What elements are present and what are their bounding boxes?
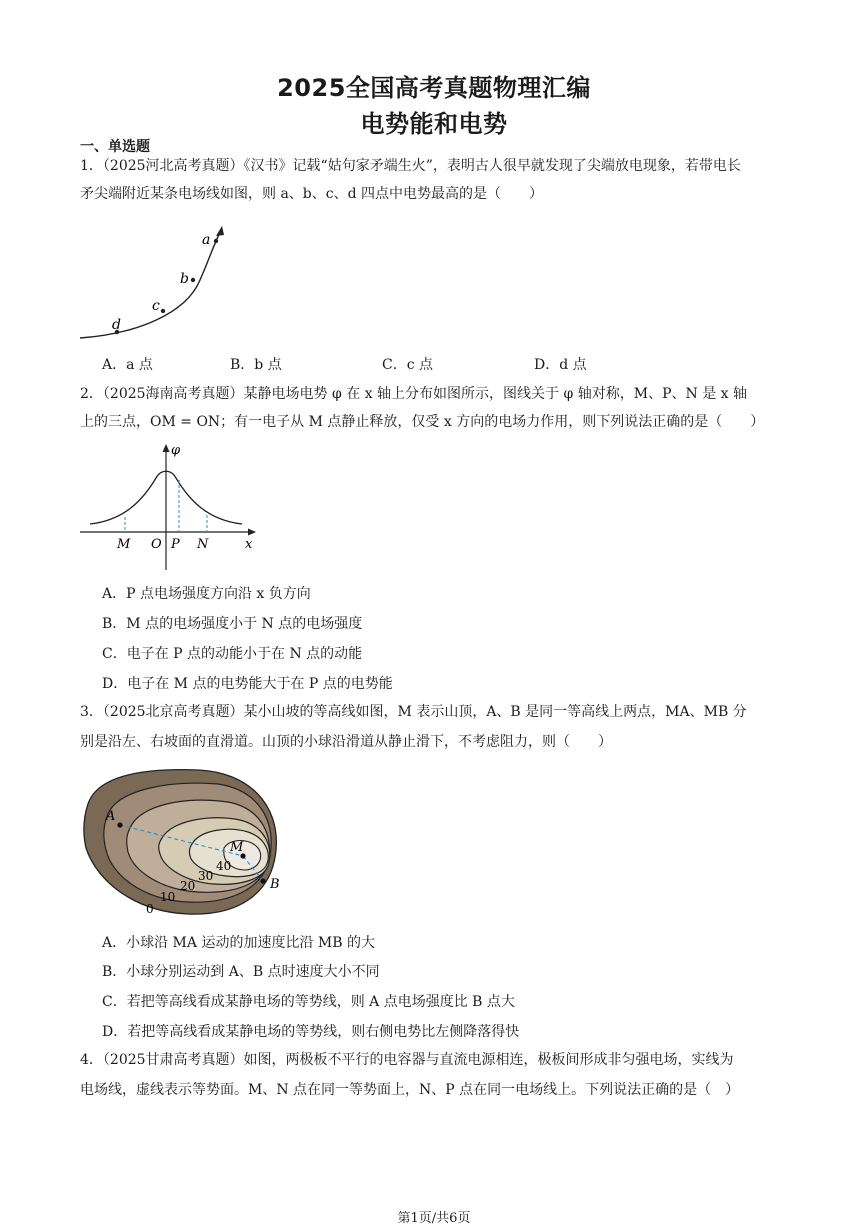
n-label: N bbox=[197, 537, 209, 552]
q3-option-d: D．若把等高线看成某静电场的等势线，则右侧电势比左侧降落得快 bbox=[102, 1024, 520, 1040]
field-line-arrow bbox=[216, 226, 224, 236]
q2-option-b: B．M 点的电场强度小于 N 点的电场强度 bbox=[102, 616, 363, 632]
point-d-label: d bbox=[112, 317, 121, 333]
q3-contour-map bbox=[78, 764, 284, 920]
q2-potential-graph bbox=[76, 438, 262, 572]
q1-stem-line2: 矛尖端附近某条电场线如图，则 a、b、c、d 四点中电势最高的是（ ） bbox=[80, 186, 544, 202]
contour-label-20: 20 bbox=[180, 879, 196, 893]
q3-option-a: A．小球沿 MA 运动的加速度比沿 MB 的大 bbox=[102, 935, 375, 951]
doc-subtitle: 电势能和电势 bbox=[360, 110, 508, 138]
contour-label-30: 30 bbox=[198, 869, 214, 883]
q2-option-c: C．电子在 P 点的动能小于在 N 点的动能 bbox=[102, 646, 363, 662]
contour-label-10: 10 bbox=[160, 890, 176, 904]
summit-m-label: M bbox=[230, 840, 244, 855]
q3-stem-line2: 别是沿左、右坡面的直滑道。山顶的小球沿滑道从静止滑下，不考虑阻力，则（ ） bbox=[80, 734, 612, 750]
section-heading: 一、单选题 bbox=[80, 139, 150, 155]
m-label: M bbox=[117, 537, 131, 552]
contour-label-40: 40 bbox=[216, 859, 232, 873]
q3-stem-line1: 3．（2025北京高考真题）某小山坡的等高线如图，M 表示山顶，A、B 是同一等高线上两点，MA、MB 分 bbox=[80, 704, 747, 720]
point-c-label: c bbox=[152, 298, 160, 314]
point-a-label: A bbox=[106, 809, 116, 824]
q1-stem-line1: 1．（2025河北高考真题）《汉书》记载“姑句家矛端生火”，表明古人很早就发现了尖端放电现象，若带电长 bbox=[80, 158, 741, 174]
q1-option-a: A．a 点 bbox=[102, 357, 153, 373]
phi-label: φ bbox=[171, 443, 181, 458]
q1-option-c: C．c 点 bbox=[382, 357, 434, 373]
q1-field-line-figure bbox=[76, 222, 236, 346]
q3-option-b: B．小球分别运动到 A、B 点时速度大小不同 bbox=[102, 964, 380, 980]
q2-option-d: D．电子在 M 点的电势能大于在 P 点的电势能 bbox=[102, 676, 393, 692]
q2-option-a: A．P 点电场强度方向沿 x 负方向 bbox=[102, 586, 311, 602]
q2-stem-line2: 上的三点，OM = ON；有一电子从 M 点静止释放，仅受 x 方向的电场力作用，则下列说法正确的是（ ） bbox=[80, 414, 765, 430]
q1-option-d: D．d 点 bbox=[534, 357, 587, 373]
point-b-label: B bbox=[270, 877, 280, 892]
x-label: x bbox=[245, 537, 253, 552]
q4-stem-line2: 电场线，虚线表示等势面。M、N 点在同一等势面上，N、P 点在同一电场线上。下列说法正确的是（ ） bbox=[80, 1082, 740, 1098]
q4-stem-line1: 4．（2025甘肃高考真题）如图，两极板不平行的电容器与直流电源相连，极板间形成非匀强电场，实线为 bbox=[80, 1052, 734, 1068]
point-a-label: a bbox=[202, 232, 211, 248]
q1-option-b: B．b 点 bbox=[230, 357, 282, 373]
point-b-label: b bbox=[180, 271, 189, 287]
page-footer: 第1页/共6页 bbox=[397, 1211, 471, 1226]
doc-title: 2025全国高考真题物理汇编 bbox=[277, 74, 591, 102]
field-line bbox=[80, 228, 222, 338]
q2-stem-line1: 2．（2025海南高考真题）某静电场电势 φ 在 x 轴上分布如图所示，图线关于 φ 轴对称，M、P、N 是 x 轴 bbox=[80, 386, 747, 402]
p-label: P bbox=[171, 537, 180, 552]
contour-label-0: 0 bbox=[146, 902, 154, 916]
o-label: O bbox=[151, 537, 162, 552]
q3-option-c: C．若把等高线看成某静电场的等势线，则 A 点电场强度比 B 点大 bbox=[102, 994, 515, 1010]
